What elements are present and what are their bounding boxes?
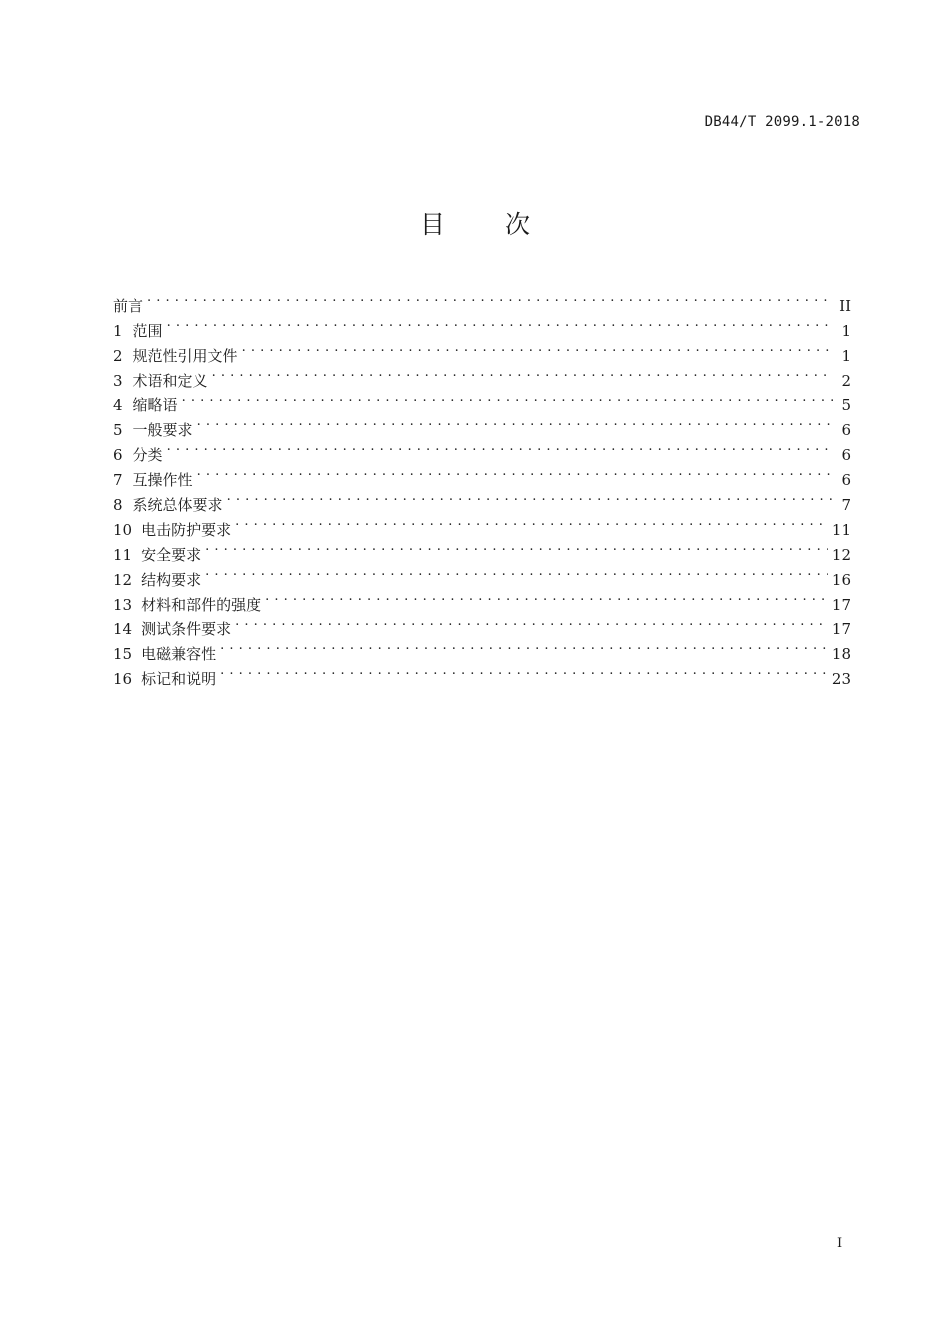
toc-entry-label: 分类 [132,446,163,465]
toc-entry-13[interactable] [113,585,851,614]
toc-entry-number: 10 [113,520,133,539]
toc-entry-number: 6 [113,446,123,465]
toc-entry-15[interactable] [113,634,851,664]
toc-entry-number: 3 [113,371,123,390]
toc-entry-page: 1 [841,346,851,365]
toc-entry-number: 16 [113,670,133,689]
toc-leader-dots [220,659,828,684]
toc-entry-page: II [839,296,851,315]
toc-entry-5[interactable] [113,410,851,440]
toc-leader-dots [242,336,833,361]
toc-entry-label: 电磁兼容性 [141,645,217,664]
toc-entry-page: 2 [841,371,851,390]
toc-entry-page: 16 [831,570,851,589]
toc-entry-number: 5 [113,421,123,440]
toc-entry-11[interactable] [113,535,851,564]
toc-entry-label: 测试条件要求 [141,620,232,639]
toc-leader-dots [197,410,833,435]
toc-title: 目 次 [420,210,556,239]
toc-entry-page: 6 [841,421,851,440]
toc-entry-label: 电击防护要求 [141,520,232,539]
toc-leader-dots [265,585,828,610]
toc-entry-2[interactable] [113,336,851,365]
toc-entry-label: 缩略语 [132,396,178,415]
toc-entry-label: 安全要求 [141,545,202,564]
toc-leader-dots [227,485,833,510]
toc-entry-number: 8 [113,496,123,515]
toc-leader-dots [197,460,833,485]
page-number: I [837,1236,843,1251]
toc-entry-4[interactable] [113,386,851,415]
toc-entry-number: 14 [113,620,133,639]
toc-leader-dots [167,435,833,460]
toc-entry-label: 结构要求 [141,570,202,589]
toc-entry-label: 互操作性 [132,471,193,490]
toc-entry-10[interactable] [113,510,851,539]
toc-entry-number: 1 [113,321,123,340]
toc-entry-number: 4 [113,396,123,415]
toc-leader-dots [205,560,828,585]
document-code: DB44/T 2099.1-2018 [704,114,860,130]
toc-entry-foreword[interactable] [113,286,851,315]
toc-entry-label: 系统总体要求 [132,496,223,515]
toc-entry-number: 2 [113,346,123,365]
toc-entry-1[interactable] [113,311,851,340]
toc-entry-label: 规范性引用文件 [132,346,238,365]
toc-entry-7[interactable] [113,460,851,490]
toc-entry-number: 11 [113,545,133,564]
toc-entry-12[interactable] [113,560,851,589]
toc-entry-number: 7 [113,471,123,490]
toc-entry-page: 6 [841,446,851,465]
toc-entry-number: 15 [113,645,133,664]
toc-entry-page: 5 [841,396,851,415]
toc-leader-dots [235,610,828,635]
toc-entry-label: 术语和定义 [132,371,208,390]
toc-leader-dots [147,286,833,311]
table-of-contents [113,286,851,689]
toc-entry-8[interactable] [113,485,851,515]
toc-entry-page: 1 [841,321,851,340]
toc-entry-number: 12 [113,570,133,589]
toc-entry-3[interactable] [113,361,851,390]
toc-entry-label: 材料和部件的强度 [141,595,262,614]
toc-entry-page: 17 [831,595,851,614]
toc-entry-page: 7 [841,496,851,515]
toc-leader-dots [220,634,828,659]
toc-entry-page: 12 [831,545,851,564]
toc-entry-label: 一般要求 [132,421,193,440]
toc-entry-6[interactable] [113,435,851,465]
toc-leader-dots [205,535,828,560]
toc-entry-16[interactable] [113,659,851,689]
toc-entry-label: 前言 [113,296,144,315]
toc-entry-page: 18 [831,645,851,664]
toc-entry-page: 17 [831,620,851,639]
toc-leader-dots [167,311,833,336]
toc-entry-number: 13 [113,595,133,614]
toc-entry-page: 23 [831,670,851,689]
toc-entry-label: 标记和说明 [141,670,217,689]
toc-leader-dots [182,386,833,411]
toc-leader-dots [212,361,833,386]
toc-entry-page: 11 [831,520,851,539]
toc-leader-dots [235,510,828,535]
toc-entry-label: 范围 [132,321,163,340]
toc-entry-page: 6 [841,471,851,490]
